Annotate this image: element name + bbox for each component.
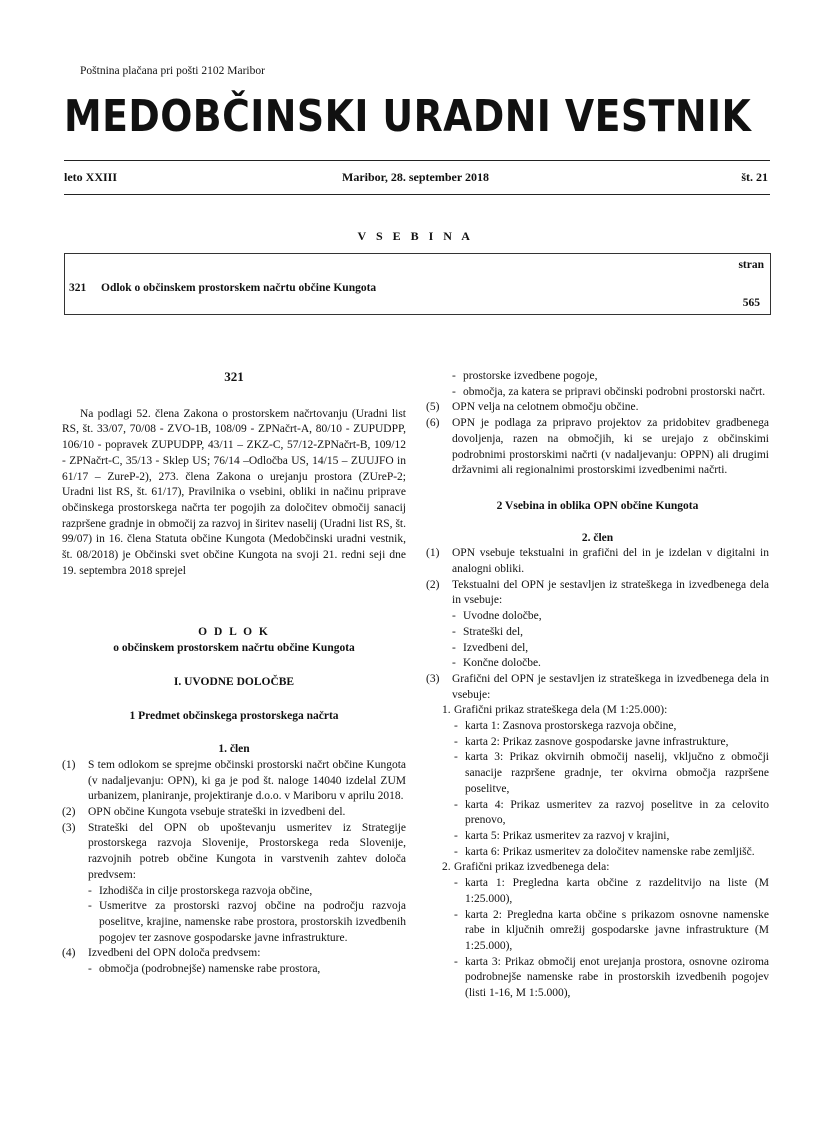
paragraph-text: Tekstualni del OPN je sestavljen iz strateškega in izvedbenega dela in vsebuje: (452, 578, 769, 607)
paragraph-text: OPN vsebuje tekstualni in grafični del in je izdelan v digitalni in analogni obliki. (452, 547, 769, 576)
paragraph-number: (2) (426, 578, 440, 591)
list-item: - karta 6: Prikaz usmeritev za določitev namenske rabe zemljišč. (454, 845, 769, 861)
graphic-part-strategic (442, 703, 769, 719)
item-number: 1. (442, 704, 451, 717)
paragraph-number: (4) (62, 947, 76, 960)
list-item: - karta 2: Pregledna karta občine s prikazom osnovne namenske rabe in ključnih omrežij gospodarske javne infrastrukture (M 1:25.000), (454, 908, 769, 955)
paragraph-text: OPN velja na celotnem območju občine. (452, 401, 639, 414)
contents-item-number: 321 (69, 282, 87, 294)
list-item: - karta 5: Prikaz usmeritev za razvoj v krajini, (454, 829, 769, 845)
item-number: 2. (442, 861, 451, 874)
list-item: - Končne določbe. (452, 656, 769, 672)
list-item: - območja, za katera se pripravi občinski podrobni prostorski načrt. (452, 385, 769, 401)
odlok-heading: O D L O K (198, 626, 270, 639)
issue-number: št. 21 (741, 170, 768, 184)
preamble: Na podlagi 52. člena Zakona o prostorskem načrtovanju (Uradni list RS, št. 33/07, 70/08 - ZVO-1B, 108/09 - ZPNačrt-A, 80/10 - ZUPUDPP, 106/10 - popravek ZUPUDPP, 43/11 – ZKZ-C, 57/12-ZPNačrt-B, 109/12 - ZPNačrt-C, 35/13 - Sklep US; 76/14 –Odločba US, 14/15 – ZUUJFO in 61/17 – ZureP-2), 273. člena Zakona o urejanju prostora (ZUreP-2; Uradni list RS, št. 61/17), Pravilnika o vsebini, obliki in načinu priprave občinskega prostorskega načrta ter pogojih za določitev območij sanacij razpršene gradnje in območij za razvoj in širitev naselij (Uradni list RS, št. 99/07) in 16. člena Statuta občine Kungota (Medobčinski uradni vestnik, št. 08/2018) je Občinski svet občine Kungota na svoji 21. redni seji dne 19. septembra 2018 sprejel (62, 407, 406, 577)
paragraph-number: (3) (426, 672, 440, 685)
paragraph-text: OPN je podlaga za pripravo projektov za pridobitev gradbenega dovoljenja, razen na območjih, ki se urejajo z občinskimi podrobnimi prostorskimi načrti (v nadaljevanju: OPPN) ali drugimi državnimi ali regionalnimi prostorskimi izvedbenimi načrti. (452, 417, 769, 477)
paragraph-text: Izvedbeni del OPN določa predvsem: (88, 947, 261, 960)
paragraph-1 (62, 758, 406, 805)
right-column (426, 369, 769, 1002)
volume-year: leto XXIII (64, 170, 117, 184)
list-item: - karta 3: Prikaz okvirnih območij naselij, vključno z območji sanacije razpršene gradnje, ter okvirna območja razpršene poselitve, (454, 750, 769, 797)
paragraph-number: (5) (426, 401, 440, 414)
list-item: - Izvedbeni del, (452, 641, 769, 657)
list-item: - karta 1: Pregledna karta občine z razdelitvijo na liste (M 1:25.000), (454, 876, 769, 907)
left-column (62, 369, 406, 978)
paragraph-number: (6) (426, 417, 440, 430)
paragraph-3 (62, 821, 406, 947)
paragraph-2 (62, 805, 406, 821)
list-item: - Usmeritve za prostorski razvoj občine na področju razvoja poselitve, krajine, namenske rabe prostora, prostorskih izvedbenih pogojev ter zasnove gospodarske javne infrastrukture. (88, 899, 406, 946)
paragraph-6 (426, 416, 769, 479)
article2-paragraph-1 (426, 546, 769, 577)
item-text: Grafični prikaz strateškega dela (M 1:25.000): (454, 704, 668, 717)
paragraph-number: (1) (426, 547, 440, 560)
section-heading: 1 Predmet občinskega prostorskega načrta (129, 709, 339, 722)
postage-note: Poštnina plačana pri pošti 2102 Maribor (80, 65, 265, 77)
section-heading-2: 2 Vsebina in oblika OPN občine Kungota (496, 499, 699, 512)
item-text: Grafični prikaz izvedbenega dela: (454, 861, 610, 874)
header-rule-top (64, 160, 770, 161)
paragraph-5 (426, 400, 769, 416)
list-item: - območja (podrobnejše) namenske rabe prostora, (88, 962, 406, 978)
paragraph-4 (62, 946, 406, 977)
list-item: - Uvodne določbe, (452, 609, 769, 625)
graphic-part-implementation (442, 860, 769, 876)
list-item: - karta 4: Prikaz usmeritev za razvoj poselitve in za celovito prenovo, (454, 798, 769, 829)
list-item: - Izhodišča in cilje prostorskega razvoja občine, (88, 884, 406, 900)
article2-paragraph-3 (426, 672, 769, 703)
odlok-subtitle: o občinskem prostorskem načrtu občine Kungota (113, 642, 355, 655)
contents-heading: V S E B I N A (357, 229, 474, 243)
paragraph-number: (3) (62, 821, 76, 834)
list-item: - karta 3: Prikaz območij enot urejanja prostora, osnovne oziroma podrobnejše namenske rabe in prostorskih izvedbenih pogojev (listi 1-16, M 1:5.000), (454, 955, 769, 1002)
masthead-title: MEDOBČINSKI URADNI VESTNIK (64, 91, 752, 142)
issue-date: Maribor, 28. september 2018 (342, 170, 489, 184)
chapter-heading: I. UVODNE DOLOČBE (173, 675, 295, 688)
contents-box (64, 253, 771, 315)
paragraph-number: (2) (62, 806, 76, 819)
list-item: - prostorske izvedbene pogoje, (452, 369, 769, 385)
paragraph-number: (1) (62, 758, 76, 771)
paragraph-text: OPN občine Kungota vsebuje strateški in izvedbeni del. (88, 806, 346, 819)
list-item: - karta 1: Zasnova prostorskega razvoja občine, (454, 719, 769, 735)
act-number: 321 (224, 369, 244, 384)
paragraph-text: Strateški del OPN ob upoštevanju usmeritev iz Strategije prostorskega razvoja Slovenije, Prostorskega reda Slovenije, razvojnih potreb občine Kungota in varstvenih zahtev določa predvsem: (88, 821, 406, 881)
paragraph-text: S tem odlokom se sprejme občinski prostorski načrt občine Kungota (v nadaljevanju: OPN), ki ga je pod št. naloge 14040 izdelal ZUM urbanizem, planiranje, projektiranje d.o.o. v Mariboru v aprilu 2018. (88, 758, 406, 803)
header-rule-bottom (64, 194, 770, 195)
article2-paragraph-2 (426, 578, 769, 672)
list-item: - karta 2: Prikaz zasnove gospodarske javne infrastrukture, (454, 735, 769, 751)
contents-item-page: 565 (742, 297, 760, 309)
list-item: - Strateški del, (452, 625, 769, 641)
contents-page-column: stran (738, 259, 764, 271)
article-heading-2: 2. člen (581, 531, 614, 544)
paragraph-text: Grafični del OPN je sestavljen iz strateškega in izvedbenega dela in vsebuje: (452, 672, 769, 701)
contents-item-title[interactable]: Odlok o občinskem prostorskem načrtu občine Kungota (101, 282, 377, 294)
article-heading: 1. člen (218, 743, 250, 756)
